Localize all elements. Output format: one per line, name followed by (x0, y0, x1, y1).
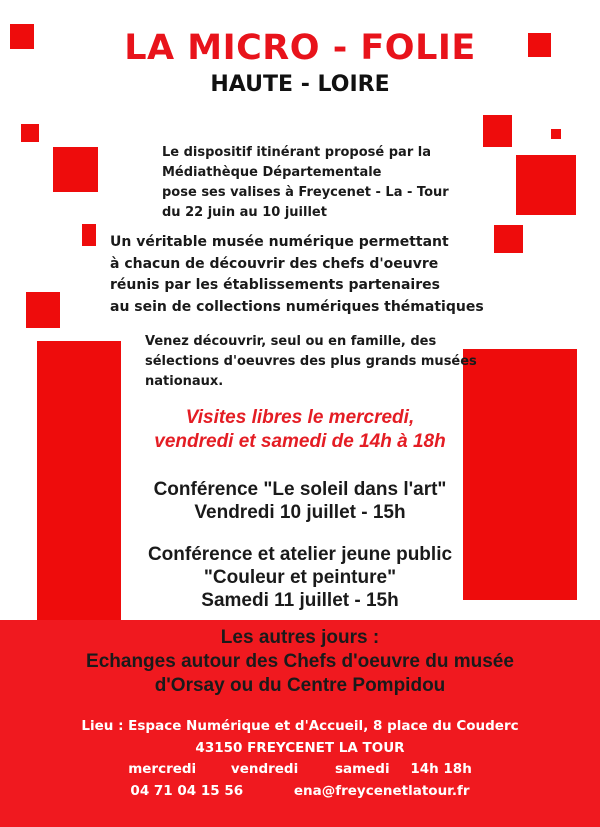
conference-youth-workshop (0, 543, 600, 612)
museum-line: au sein de collections numériques thématiques (110, 298, 484, 315)
decor-square-left-mid (26, 292, 60, 328)
intro-paragraph (162, 143, 449, 223)
phone-number: 04 71 04 15 56 (130, 782, 244, 799)
intro-line: pose ses valises à Freycenet - La - Tour (162, 185, 449, 200)
decor-square-right-small (494, 225, 523, 253)
hours-range: 14h 18h (410, 761, 472, 777)
others-line: d'Orsay ou du Centre Pompidou (154, 675, 446, 696)
intro-line: du 22 juin au 10 juillet (162, 205, 327, 220)
visits-line: vendredi et samedi de 14h à 18h (154, 431, 446, 452)
poster-subtitle: HAUTE - LOIRE (210, 72, 390, 97)
day-saturday: samedi (334, 761, 390, 777)
opening-hours (0, 759, 600, 781)
others-line: Echanges autour des Chefs d'oeuvre du musée (86, 651, 514, 672)
visits-schedule (0, 406, 600, 454)
email-address[interactable]: ena@freycenetlatour.fr (293, 782, 470, 799)
decor-square-left-small (21, 124, 39, 142)
conference2-title: Conférence et atelier jeune public (147, 544, 453, 565)
decor-square-left-tiny (82, 224, 96, 246)
venue-city: 43150 FREYCENET LA TOUR (195, 739, 405, 756)
come-line: nationaux. (145, 374, 224, 389)
come-line: sélections d'oeuvres des plus grands musées (145, 354, 477, 369)
intro-line: Le dispositif itinérant proposé par la (162, 145, 431, 160)
decor-square-right-large (516, 155, 576, 215)
day-friday: vendredi (230, 761, 299, 777)
venue-info (0, 716, 600, 802)
other-days-section (0, 626, 600, 698)
decor-square-left-medium (53, 147, 98, 192)
poster-title: LA MICRO - FOLIE (124, 28, 476, 68)
come-paragraph (145, 332, 477, 392)
conference2-subtitle: "Couleur et peinture" (203, 567, 397, 588)
intro-line: Médiathèque Départementale (162, 165, 382, 180)
conference-sun-in-art (0, 478, 600, 524)
day-wednesday: mercredi (128, 761, 197, 777)
come-line: Venez découvrir, seul ou en famille, des (145, 334, 437, 349)
museum-paragraph (110, 232, 484, 318)
decor-square-right-medium (483, 115, 512, 147)
visits-line: Visites libres le mercredi, (185, 407, 415, 428)
contact-line (0, 781, 600, 803)
decor-square-right-tiny (551, 129, 561, 139)
conference2-date: Samedi 11 juillet - 15h (201, 590, 399, 611)
venue-address: Lieu : Espace Numérique et d'Accueil, 8 place du Couderc (81, 718, 519, 734)
museum-line: Un véritable musée numérique permettant (110, 234, 449, 250)
museum-line: réunis par les établissements partenaires (110, 277, 440, 293)
conference1-date: Vendredi 10 juillet - 15h (194, 502, 406, 523)
others-line: Les autres jours : (220, 627, 380, 648)
museum-line: à chacun de découvrir des chefs d'oeuvre (110, 255, 439, 272)
conference1-title: Conférence "Le soleil dans l'art" (153, 479, 447, 500)
